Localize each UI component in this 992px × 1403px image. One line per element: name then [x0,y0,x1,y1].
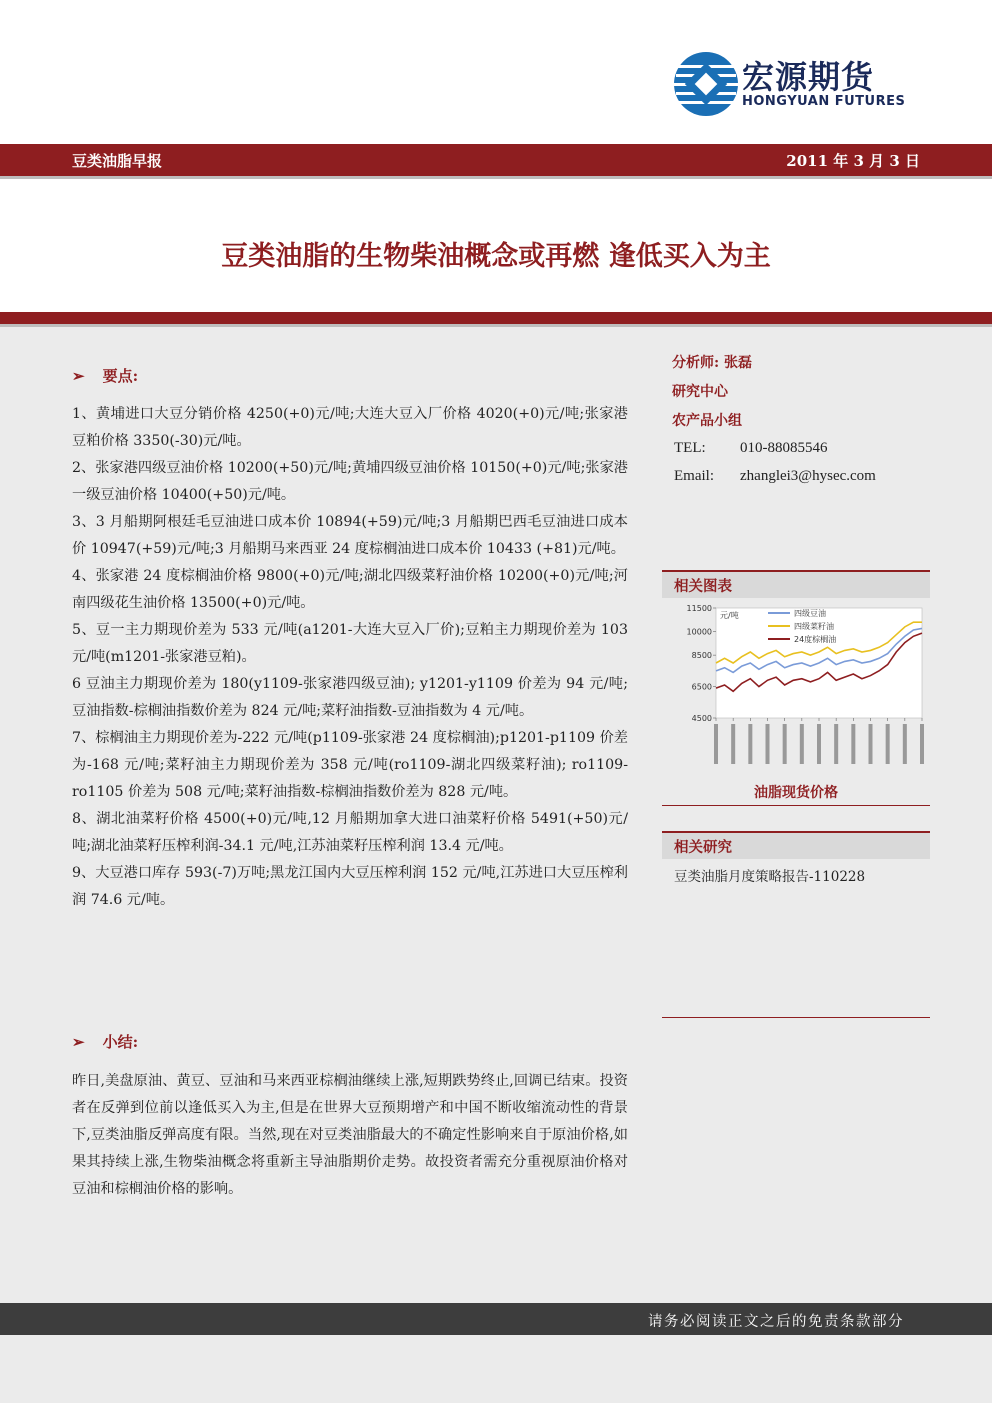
summary-heading-text: 小结: [102,1033,139,1051]
x-tick-label-mark [851,724,855,764]
tel-row [674,440,828,457]
email-value: zhanglei3@hysec.com [740,468,876,484]
legend-label: 四级豆油 [794,609,826,618]
list-item: 8、湖北油菜籽价格 4500(+0)元/吨,12 月船期加拿大进口油菜籽价格 5491(+50)元/吨;湖北油菜籽压榨利润-34.1 元/吨,江苏油菜籽压榨利润 13.4 元/吨。 [72,811,628,854]
email-row [674,468,876,485]
chart-box-bottom-line [662,805,930,806]
email-label: Email: [674,468,714,484]
legend-label: 四级菜籽油 [794,622,834,631]
header-bar-shadow [0,176,992,179]
arrow-bullet-icon: ➢ [72,1033,85,1051]
brand-name-cn: 宏源期货 [742,58,875,96]
list-item: 2、张家港四级豆油价格 10200(+50)元/吨;黄埔四级豆油价格 10150(+0)元/吨;张家港一级豆油价格 10400(+50)元/吨。 [72,460,628,503]
x-tick-label-mark [714,724,718,764]
related-chart-heading [662,570,930,598]
brand-name-en: HONGYUAN FUTURES [742,94,906,109]
group-name: 农产品小组 [672,413,742,429]
tel-label: TEL: [674,440,706,456]
summary-text: 昨日,美盘原油、黄豆、豆油和马来西亚棕榈油继续上涨,短期跌势终止,回调已结束。投资者在反弹到位前以逢低买入为主,但是在世界大豆预期增产和中国不断收缩流动性的背景下,豆类油脂反弹高度有限。当然,现在对豆类油脂最大的不确定性影响来自于原油价格,如果其持续上涨,生物柴油概念将重新主导油脂期价走势。故投资者需充分重视原油价格对豆油和棕榈油价格的影响。 [72,1073,628,1197]
y-tick-label: 8500 [691,651,712,661]
report-title: 豆类油脂的生物柴油概念或再燃 逢低买入为主 [221,241,771,272]
x-tick-label-mark [886,724,890,764]
list-item: 3、3 月船期阿根廷毛豆油进口成本价 10894(+59)元/吨;3 月船期巴西毛豆油进口成本价 10947(+59)元/吨;3 月船期马来西亚 24 度棕榈油进口成本价 10433 (+81)元/吨。 [72,514,628,557]
analyst-name: 分析师: 张磊 [672,355,753,371]
list-item: 1、黄埔进口大豆分销价格 4250(+0)元/吨;大连大豆入厂价格 4020(+0)元/吨;张家港豆粕价格 3350(-30)元/吨。 [72,406,628,449]
footer-bar [0,1303,992,1335]
x-tick-label-mark [748,724,752,764]
x-tick-label-mark [834,724,838,764]
legend-label: 24度棕榈油 [794,635,837,644]
x-tick-label-mark [920,724,924,764]
summary-heading [72,1031,138,1052]
header-bar [0,144,992,176]
oil-spot-price-chart [672,600,930,772]
y-tick-label: 11500 [686,604,712,613]
list-item: 6 豆油主力期现价差为 180(y1109-张家港四级豆油); y1201-y1109 价差为 94 元/吨;豆油指数-棕榈油指数价差为 824 元/吨;菜籽油指数-豆油指数为 4 元/吨。 [72,676,628,719]
list-item: 9、大豆港口库存 593(-7)万吨;黑龙江国内大豆压榨利润 152 元/吨,江苏进口大豆压榨利润 74.6 元/吨。 [72,865,628,908]
key-points-list [72,401,628,914]
disclaimer-text: 请务必阅读正文之后的免责条款部分 [648,1314,904,1330]
related-chart-heading-text: 相关图表 [674,578,732,595]
title-divider-shadow [0,324,992,327]
research-box-bottom-line [662,1017,930,1018]
report-type: 豆类油脂早报 [72,152,163,170]
key-points-heading [72,365,138,386]
department: 研究中心 [672,384,728,400]
x-tick-label-mark [783,724,787,764]
y-tick-label: 4500 [691,714,712,723]
x-tick-label-mark [869,724,873,764]
x-tick-label-mark [766,724,770,764]
x-tick-label-mark [903,724,907,764]
list-item: 7、棕榈油主力期现价差为-222 元/吨(p1109-张家港 24 度棕榈油);p1201-p1109 价差为-168 元/吨;菜籽油主力期现价差为 358 元/吨(ro1109-湖北四级菜籽油); ro1109-ro1105 价差为 508 元/吨;菜籽油指数-棕榈油指数价差为 828 元/吨。 [72,730,628,800]
related-research-heading-text: 相关研究 [674,839,732,856]
report-date: 2011 年 3 月 3 日 [786,152,920,170]
arrow-bullet-icon: ➢ [72,367,85,385]
related-research-item[interactable]: 豆类油脂月度策略报告-110228 [674,869,866,885]
x-tick-label-mark [817,724,821,764]
list-item: 5、豆一主力期现价差为 533 元/吨(a1201-大连大豆入厂价);豆粕主力期现价差为 103 元/吨(m1201-张家港豆粕)。 [72,622,628,665]
chart-caption: 油脂现货价格 [754,785,838,801]
y-tick-label: 10000 [686,627,712,637]
tel-value: 010-88085546 [740,440,828,456]
title-divider-bar [0,312,992,324]
key-points-heading-text: 要点: [102,367,139,385]
y-axis-label: 元/吨 [720,611,739,620]
list-item: 4、张家港 24 度棕榈油价格 9800(+0)元/吨;湖北四级菜籽油价格 10200(+0)元/吨;河南四级花生油价格 13500(+0)元/吨。 [72,568,628,611]
x-tick-label-mark [800,724,804,764]
related-research-heading [662,831,930,859]
y-tick-label: 6500 [691,682,712,692]
x-tick-label-mark [731,724,735,764]
